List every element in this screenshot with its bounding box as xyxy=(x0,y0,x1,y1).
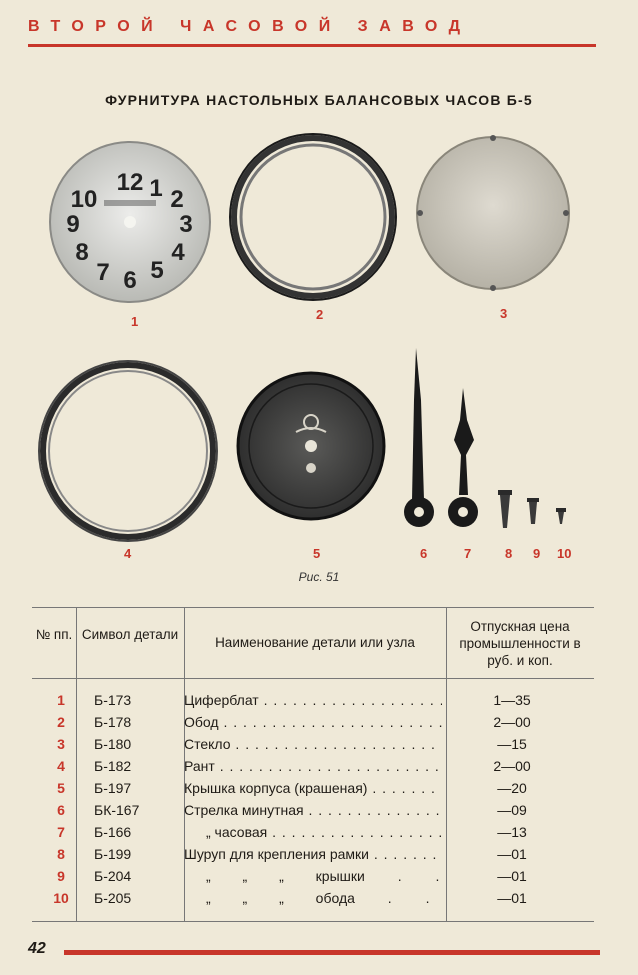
header-price: Отпускная цена промышленности в руб. и коп. xyxy=(459,619,581,668)
dial-number-4: 4 xyxy=(171,239,185,266)
dial-part xyxy=(50,142,210,302)
case-cover-part xyxy=(238,373,384,519)
rim-part xyxy=(230,134,396,300)
table-row: 2 Б-178 Обод . . . 2—00 xyxy=(32,714,594,736)
hour-hand-part xyxy=(448,388,478,527)
header-no: № пп. xyxy=(35,627,73,642)
table-row: 5 Б-197 Крышка корпуса (крашеная) . . . —20 xyxy=(32,780,594,802)
figure-label-7: 7 xyxy=(464,546,472,561)
table-row: 7 Б-166 „ часовая . . . —13 xyxy=(32,824,594,846)
figure-label-3: 3 xyxy=(500,306,508,321)
figure-caption: Рис. 51 xyxy=(298,570,340,584)
figure-label-5: 5 xyxy=(313,546,321,561)
dial-number-8: 8 xyxy=(75,239,89,266)
figure-label-8: 8 xyxy=(505,546,513,561)
factory-header: ВТОРОЙ ЧАСОВОЙ ЗАВОД xyxy=(28,18,472,35)
dial-number-3: 3 xyxy=(179,211,193,238)
dial-number-7: 7 xyxy=(96,259,110,286)
minute-hand-part xyxy=(404,348,434,527)
table-row: 8 Б-199 Шуруп для крепления рамки . . . —01 xyxy=(32,846,594,868)
figure-label-9: 9 xyxy=(533,546,541,561)
catalog-title: ФУРНИТУРА НАСТОЛЬНЫХ БАЛАНСОВЫХ ЧАСОВ Б-5 xyxy=(105,92,533,108)
screw-9-part xyxy=(527,498,539,524)
parts-table xyxy=(32,607,594,922)
figure-label-1: 1 xyxy=(131,314,139,329)
table-row: 10 Б-205 „ „ „ обода . . . —01 xyxy=(32,890,594,912)
table-row: 6 БК-167 Стрелка минутная . . . —09 xyxy=(32,802,594,824)
footer-rule xyxy=(64,950,600,955)
figure-label-2: 2 xyxy=(316,307,324,322)
header-symbol: Символ детали xyxy=(81,627,179,642)
dial-number-9: 9 xyxy=(66,211,80,238)
table-row: 4 Б-182 Рант . . . 2—00 xyxy=(32,758,594,780)
figure-label-10: 10 xyxy=(557,546,572,561)
table-row: 9 Б-204 „ „ „ крышки . . . —01 xyxy=(32,868,594,890)
figure-label-6: 6 xyxy=(420,546,428,561)
figure-label-4: 4 xyxy=(124,546,132,561)
dial-number-6: 6 xyxy=(123,267,137,294)
screw-8-part xyxy=(498,490,512,528)
page-number: 42 xyxy=(28,940,46,957)
glass-part xyxy=(417,135,569,291)
rant-part xyxy=(39,361,217,541)
header-name: Наименование детали или узла xyxy=(215,635,415,650)
dial-number-1: 1 xyxy=(149,175,163,202)
dial-number-10: 10 xyxy=(70,186,98,213)
screw-10-part xyxy=(556,508,566,524)
dial-number-12: 12 xyxy=(116,169,144,196)
dial-number-2: 2 xyxy=(170,186,184,213)
table-row: 3 Б-180 Стекло . . . —15 xyxy=(32,736,594,758)
dial-number-5: 5 xyxy=(150,257,164,284)
table-row: 1 Б-173 Циферблат . . . 1—35 xyxy=(32,692,594,714)
